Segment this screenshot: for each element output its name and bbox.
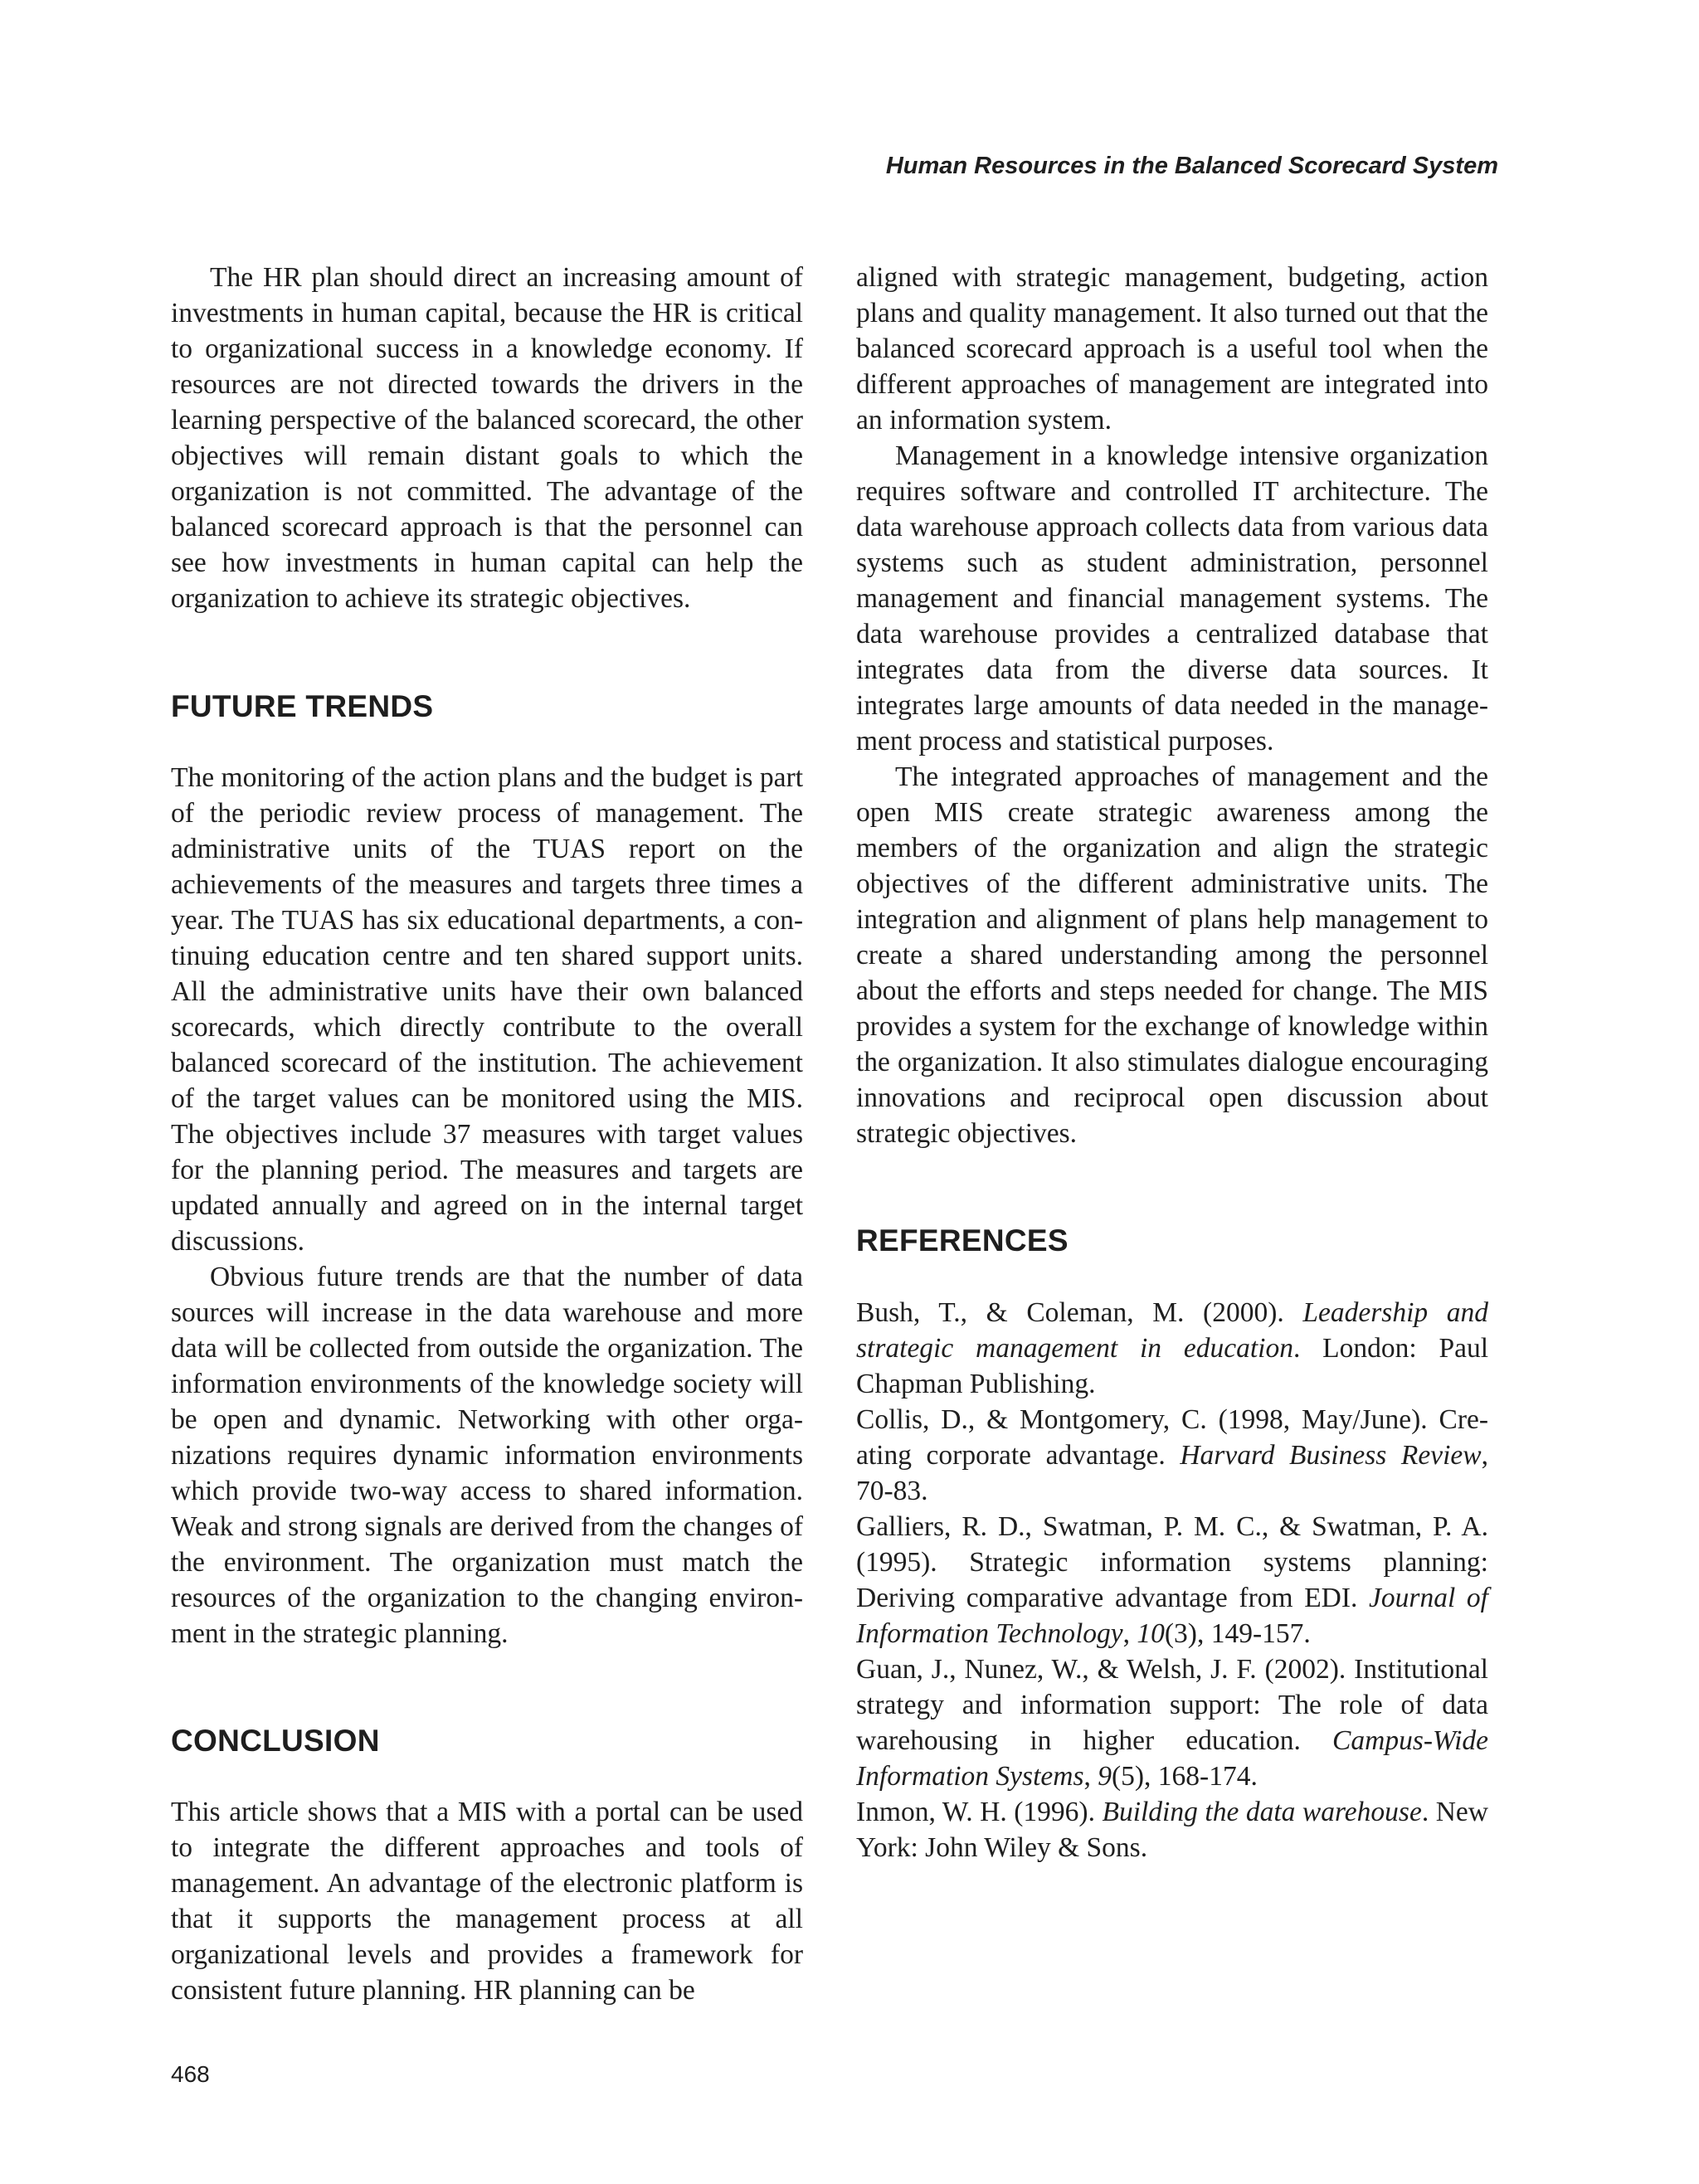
reference-item: Guan, J., Nunez, W., & Welsh, J. F. (2002). Institutional strategy and information support: The role of data warehousing in higher education. Campus-Wide Information Systems, 9(5), 168-174. xyxy=(856,1654,1488,1792)
intro-paragraph: The HR plan should direct an increasing amount of investments in human capital, because the HR is critical to organizational success in a knowledge economy. If resources are not directed towards the drivers in the learning perspective of the balanced scorecard, the other objectives will remain distant goals to which the organization is not committed. The advantage of the balanced scorecard approach is that the personnel can see how investments in human capital can help the organization to achieve its strategic objectives. xyxy=(171,262,803,614)
page-number: 468 xyxy=(171,2061,210,2087)
conclusion-heading: CONCLUSION xyxy=(171,1724,380,1758)
conclusion-paragraph: This article shows that a MIS with a portal can be used to integrate the different approaches and tools of management. An advantage of the electronic platform is that it supports the management process at all organizational levels and provides a framework for consistent future planning. HR planning can be xyxy=(171,1797,803,2006)
future-trends-heading: FUTURE TRENDS xyxy=(171,689,434,723)
left-column xyxy=(171,260,803,2008)
reference-item: Bush, T., & Coleman, M. (2000). Leadership and strategic management in education. London: Paul Chapman Publishing. xyxy=(856,1297,1489,1399)
reference-list xyxy=(856,1295,1488,1865)
right-column xyxy=(856,260,1488,1865)
right-paragraph-2: Management in a knowledge intensive organization requires software and controlled IT architecture. The data warehouse approach collects data from various data systems such as student administration, personnel management and financial management systems. The data warehouse provides a centralized database that integrates data from the diverse data sources. It integrates large amounts of data needed in the management process and statistical purposes. xyxy=(856,440,1488,756)
reference-item: Inmon, W. H. (1996). Building the data warehouse. New York: John Wiley & Sons. xyxy=(856,1797,1488,1863)
future-trends-paragraph-1: The monitoring of the action plans and the budget is part of the periodic review process of management. The administrative units of the TUAS report on the achievements of the measures and targets three times a year. The TUAS has six educational departments, a continuing education centre and ten shared support units. All the administrative units have their own balanced scorecards, which directly contribute to the overall balanced scorecard of the institution. The achievement of the target values can be monitored using the MIS. The objectives include 37 measures with target values for the planning period. The measures and targets are updated annually and agreed on in the internal target discussions. xyxy=(171,762,803,1257)
future-trends-paragraph-2: Obvious future trends are that the number of data sources will increase in the data warehouse and more data will be collected from outside the organization. The information environments of the knowledge society will be open and dynamic. Networking with other organizations requires dynamic information environments which provide two-way access to shared information. Weak and strong signals are derived from the changes of the environment. The organization must match the resources of the organization to the changing environment in the strategic planning. xyxy=(171,1262,803,1649)
running-title: Human Resources in the Balanced Scorecard System xyxy=(885,153,1498,179)
references-heading: REFERENCES xyxy=(856,1223,1069,1257)
reference-item: Collis, D., & Montgomery, C. (1998, May/June). Creating corporate advantage. Harvard Business Review, 70-83. xyxy=(856,1404,1488,1506)
continuation-paragraph: aligned with strategic management, budgeting, action plans and quality management. It also turned out that the balanced scorecard approach is a useful tool when the different approaches of management are integrated into an information system. xyxy=(856,262,1488,435)
right-paragraph-3: The integrated approaches of management and the open MIS create strategic awareness among the members of the organization and align the strategic objectives of the different administrative units. The integration and alignment of plans help management to create a shared understanding among the personnel about the efforts and steps needed for change. The MIS provides a system for the exchange of knowledge within the organization. It also stimulates dialogue encouraging innovations and reciprocal open discussion about strategic objectives. xyxy=(856,761,1488,1149)
reference-item: Galliers, R. D., Swatman, P. M. C., & Swatman, P. A. (1995). Strategic information systems planning: Deriving comparative advantage from EDI. Journal of Information Technology, 10(3), 149-157. xyxy=(856,1511,1488,1649)
